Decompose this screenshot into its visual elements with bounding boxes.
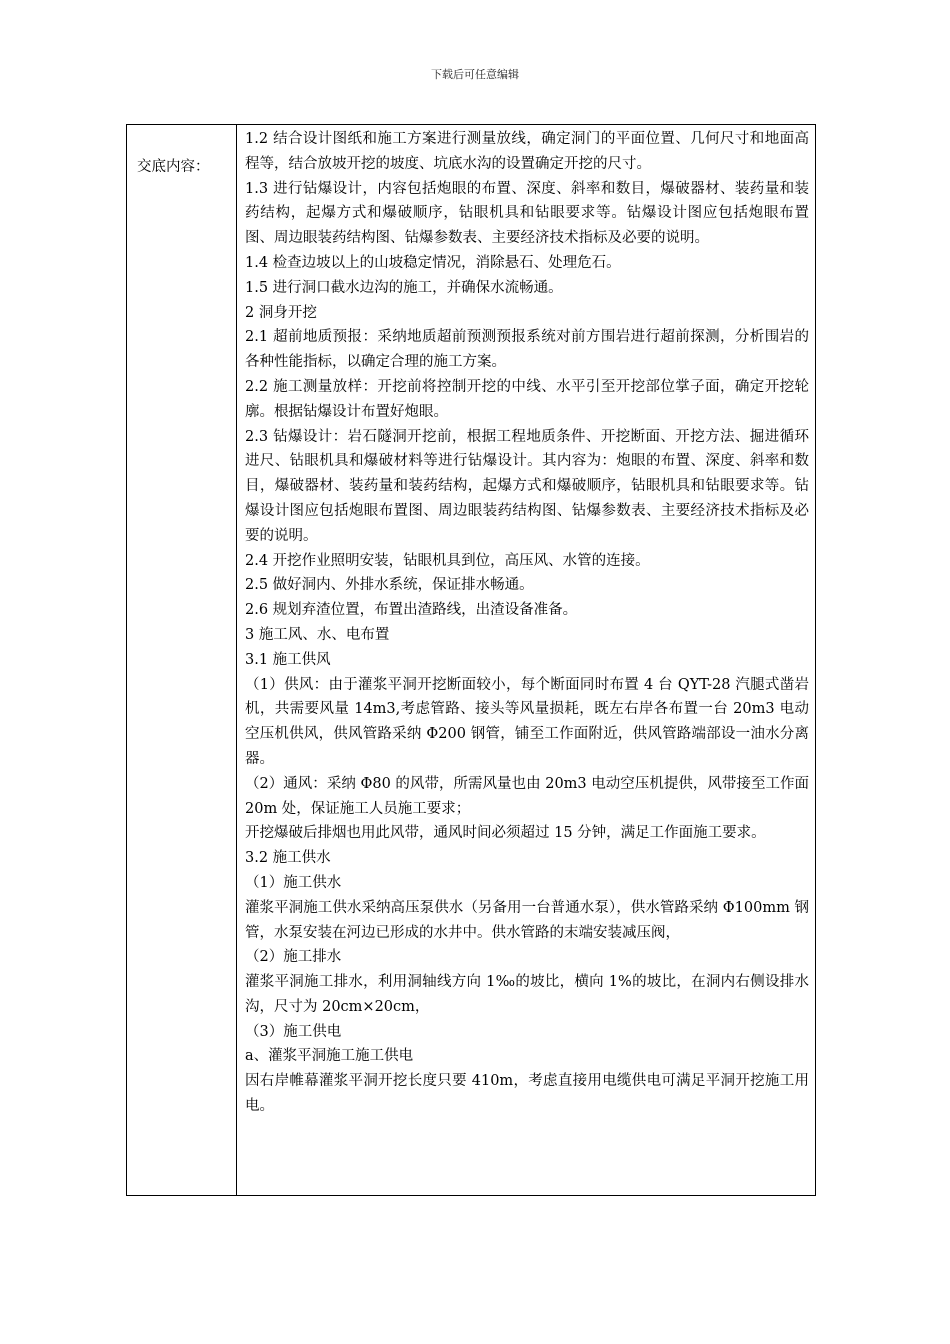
subsection-heading: 3.2 施工供水 [245,850,331,867]
paragraph: 1.5 进行洞口截水边沟的施工，并确保水流畅通。 [245,279,563,296]
table-row [127,125,816,1196]
label-cell [127,125,237,1196]
paragraph: 1.4 检查边坡以上的山坡稳定情况，消除悬石、处理危石。 [245,254,621,271]
item-heading: （2）施工排水 [245,949,342,966]
content-cell [237,125,816,1196]
paragraph: 2.6 规划弃渣位置，布置出渣路线，出渣设备准备。 [245,602,578,619]
paragraph: 2.2 施工测量放样：开挖前将控制开挖的中线、水平引至开挖部位掌子面，确定开挖轮廓。根据钻爆设计布置好炮眼。 [245,378,809,420]
paragraph: 1.3 进行钻爆设计，内容包括炮眼的布置、深度、斜率和数目，爆破器材、装药量和装药结构，起爆方式和爆破顺序，钻眼机具和钻眼要求等。钻爆设计图应包括炮眼布置图、周边眼装药结构图、钻爆参数表、主要经济技术指标及必要的说明。 [245,180,809,247]
paragraph: 因右岸帷幕灌浆平洞开挖长度只要 410m，考虑直接用电缆供电可满足平洞开挖施工用电。 [245,1073,809,1115]
paragraph: 灌浆平洞施工供水采纳高压泵供水（另备用一台普通水泵），供水管路采纳 Φ100mm 钢管，水泵安装在河边已形成的水井中。供水管路的末端安装减压阀， [245,899,809,941]
briefing-table [126,124,816,1196]
subsection-heading: 3.1 施工供风 [245,651,331,668]
paragraph: （1）供风：由于灌浆平洞开挖断面较小，每个断面同时布置 4 台 QYT-28 汽腿式凿岩机，共需要风量 14m3,考虑管路、接头等风量损耗，既左右岸各布置一台 20m3 电动空压机供风，供风管路采纳 Φ200 钢管，铺至工作面附近，供风管路端部设一油水分离器。 [245,676,809,767]
paragraph: 2.5 做好洞内、外排水系统，保证排水畅通。 [245,577,534,594]
item-heading: （3）施工供电 [245,1023,342,1040]
page-header: 下载后可任意编辑 [431,68,519,81]
section-heading: 2 洞身开挖 [245,304,317,321]
paragraph: （2）通风：采纳 Φ80 的风带，所需风量也由 20m3 电动空压机提供，风带接至工作面 20m 处，保证施工人员施工要求； [245,775,809,817]
section-heading: 3 施工风、水、电布置 [245,626,390,643]
item-heading: （1）施工供水 [245,874,342,891]
paragraph: 2.3 钻爆设计：岩石隧洞开挖前，根据工程地质条件、开挖断面、开挖方法、掘进循环进尺、钻眼机具和爆破材料等进行钻爆设计。其内容为：炮眼的布置、深度、斜率和数目，爆破器材、装药量和装药结构，起爆方式和爆破顺序，钻眼机具和钻眼要求等。钻爆设计图应包括炮眼布置图、周边眼装药结构图、钻爆参数表、主要经济技术指标及必要的说明。 [245,428,809,544]
content-body [237,125,815,1119]
paragraph: 2.1 超前地质预报：采纳地质超前预测预报系统对前方围岩进行超前探测，分析围岩的各种性能指标，以确定合理的施工方案。 [245,329,809,371]
paragraph: 1.2 结合设计图纸和施工方案进行测量放线，确定洞门的平面位置、几何尺寸和地面高程等，结合放坡开挖的坡度、坑底水沟的设置确定开挖的尺寸。 [245,131,809,172]
paragraph: 2.4 开挖作业照明安装，钻眼机具到位，高压风、水管的连接。 [245,552,650,569]
paragraph: 开挖爆破后排烟也用此风带，通风时间必须超过 15 分钟，满足工作面施工要求。 [245,825,766,842]
paragraph: 灌浆平洞施工排水，利用洞轴线方向 1‰的坡比，横向 1%的坡比，在洞内右侧设排水沟，尺寸为 20cm×20cm， [245,974,809,1015]
briefing-content-label: 交底内容： [137,159,210,175]
item-heading: a、灌浆平洞施工施工供电 [245,1048,414,1065]
